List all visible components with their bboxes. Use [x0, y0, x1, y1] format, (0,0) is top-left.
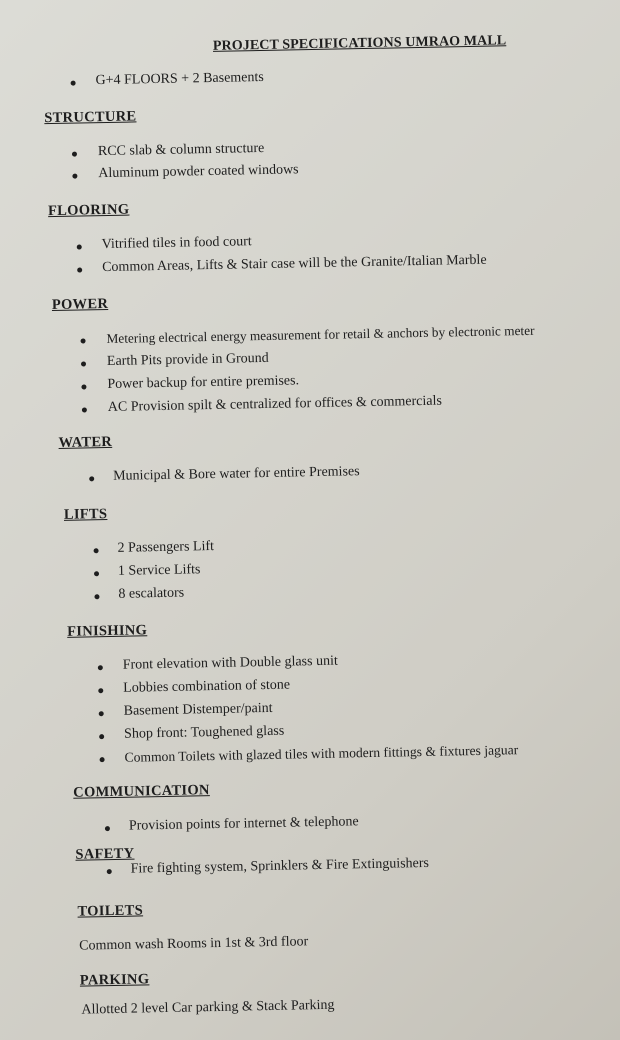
bullet-icon: [71, 81, 76, 86]
bullet-icon: [77, 267, 82, 272]
structure-item: RCC slab & column structure: [97, 140, 265, 160]
parking-heading: PARKING: [79, 971, 150, 989]
bullet-icon: [81, 361, 86, 366]
bullet-icon: [98, 665, 103, 670]
bullet-icon: [72, 174, 77, 179]
flooring-item: Common Areas, Lifts & Stair case will be the Granite/Italian Marble: [102, 252, 487, 276]
parking-text: Allotted 2 level Car parking & Stack Parking: [81, 997, 335, 1018]
water-heading: WATER: [58, 433, 113, 451]
bullet-icon: [77, 244, 82, 249]
safety-heading: SAFETY: [75, 845, 135, 863]
toilets-text: Common wash Rooms in 1st & 3rd floor: [79, 934, 309, 954]
safety-item: Fire fighting system, Sprinklers & Fire Extinguishers: [130, 855, 430, 877]
power-item: Power backup for entire premises.: [107, 373, 300, 393]
finishing-heading: FINISHING: [66, 622, 148, 640]
bullet-icon: [81, 338, 86, 343]
bullet-icon: [94, 594, 99, 599]
bullet-icon: [82, 407, 87, 412]
bullet-icon: [81, 384, 86, 389]
document-title: PROJECT SPECIFICATIONS UMRAO MALL: [212, 33, 507, 54]
bullet-icon: [94, 571, 99, 576]
finishing-item: Basement Distemper/paint: [123, 700, 273, 719]
communication-item: Provision points for internet & telephone: [128, 814, 359, 834]
lifts-item: 1 Service Lifts: [117, 562, 201, 579]
finishing-item: Lobbies combination of stone: [123, 677, 291, 696]
bullet-icon: [94, 548, 99, 553]
lifts-heading: LIFTS: [63, 506, 108, 523]
bullet-icon: [89, 476, 94, 481]
finishing-item: Common Toilets with glazed tiles with modern fittings & fixtures jaguar: [124, 742, 519, 765]
power-heading: POWER: [51, 295, 109, 314]
bullet-icon: [105, 826, 110, 831]
bullet-icon: [100, 757, 105, 762]
intro-item: G+4 FLOORS + 2 Basements: [95, 69, 264, 89]
bullet-icon: [99, 734, 104, 739]
structure-heading: STRUCTURE: [44, 108, 137, 127]
bullet-icon: [98, 688, 103, 693]
power-item: Metering electrical energy measurement for retail & anchors by electronic meter: [106, 322, 535, 347]
power-item: AC Provision spilt & centralized for offices & commercials: [107, 393, 443, 416]
lifts-item: 8 escalators: [118, 585, 185, 602]
flooring-heading: FLOORING: [47, 201, 130, 220]
finishing-item: Front elevation with Double glass unit: [122, 653, 338, 673]
water-item: Municipal & Bore water for entire Premises: [113, 464, 360, 484]
bullet-icon: [107, 869, 112, 874]
finishing-item: Shop front: Toughened glass: [123, 723, 285, 742]
bullet-icon: [72, 152, 77, 157]
toilets-heading: TOILETS: [77, 902, 144, 920]
bullet-icon: [99, 711, 104, 716]
lifts-item: 2 Passengers Lift: [117, 538, 215, 556]
flooring-item: Vitrified tiles in food court: [101, 234, 252, 253]
communication-heading: COMMUNICATION: [73, 782, 210, 801]
power-item: Earth Pits provide in Ground: [106, 350, 269, 370]
structure-item: Aluminum powder coated windows: [98, 162, 299, 182]
